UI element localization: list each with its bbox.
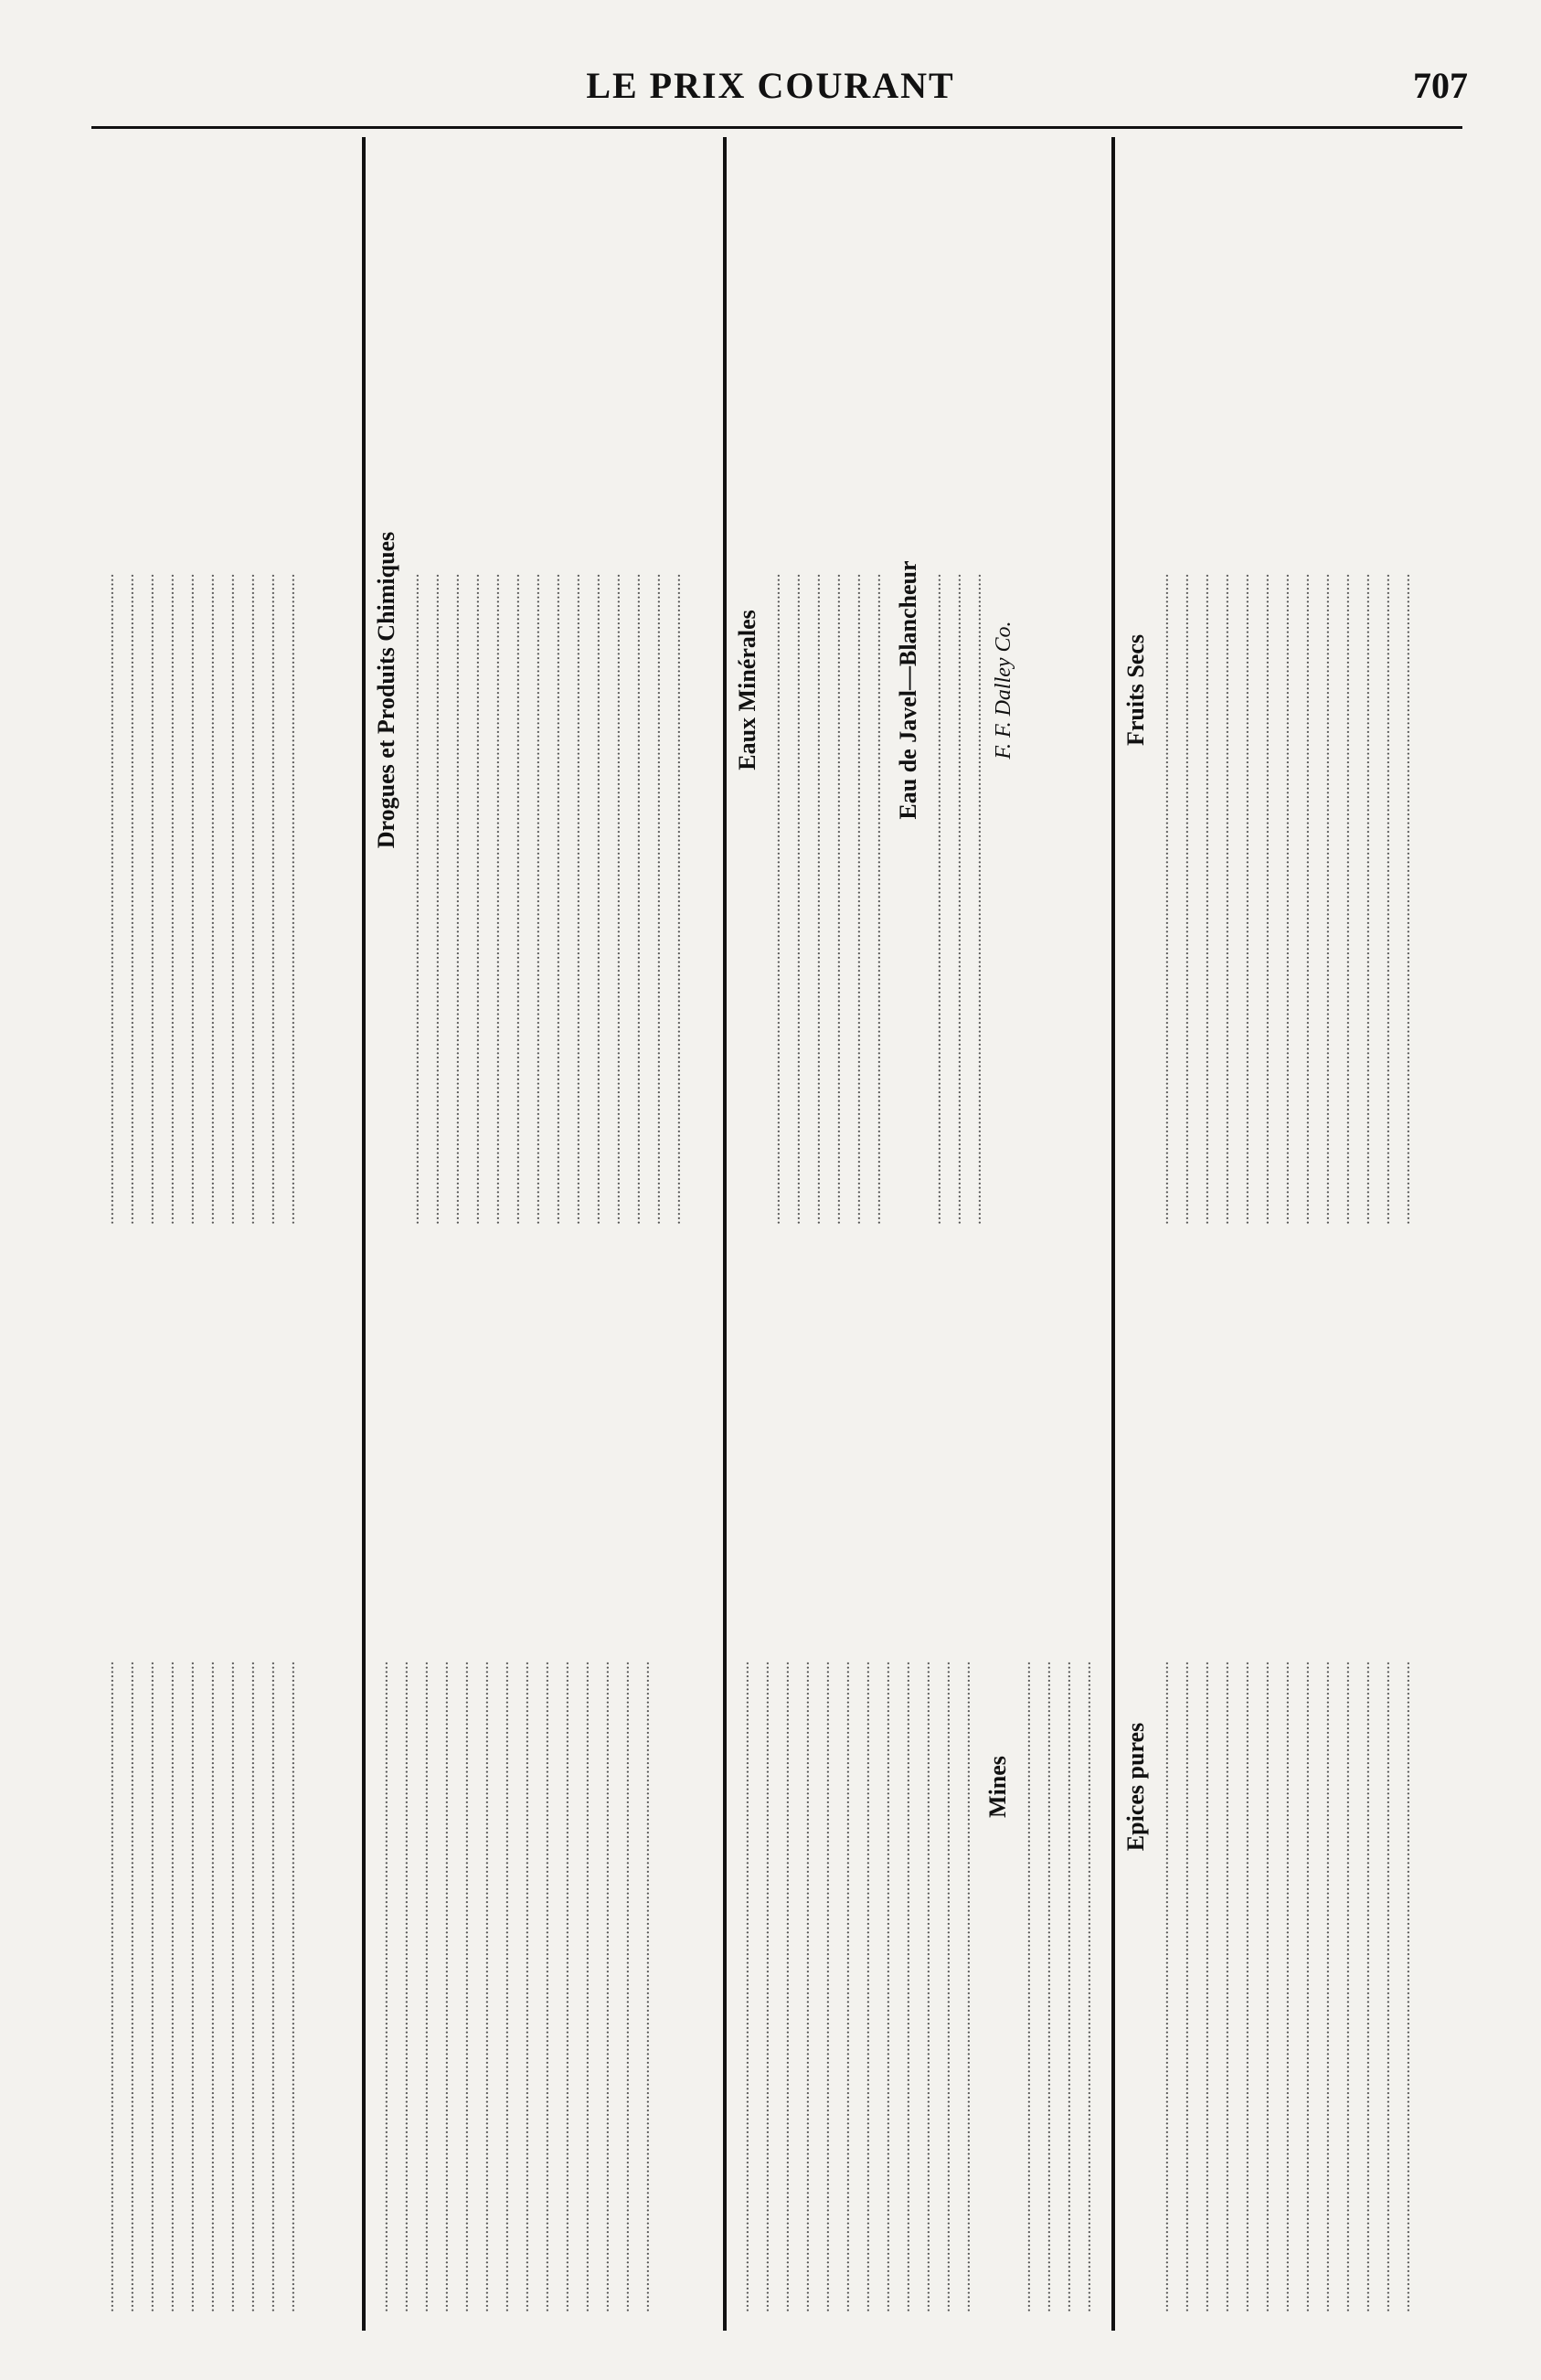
price-row-name [594,1490,614,2312]
price-row [1274,155,1294,1225]
price-row [1355,1261,1375,2312]
price-row [1174,1261,1194,2312]
price-row-name [625,384,645,1225]
price-row [855,1261,875,2312]
price-row-name [765,384,785,1225]
price-row [594,1261,614,2312]
price-row-name [926,384,946,1225]
price-row [1234,1261,1254,2312]
price-row-name [139,384,159,1225]
price-row-name [966,384,986,1225]
price-row-name [1174,1490,1194,2312]
price-row-name [514,1490,534,2312]
price-row [534,1261,554,2312]
price-row-name [1254,1490,1274,2312]
price-column-left [734,1261,1104,2312]
price-row-name [754,1490,774,2312]
price-row-name [1036,1490,1056,2312]
price-row-name [260,384,280,1225]
price-row-name [1194,384,1214,1225]
price-row-name [1214,1490,1234,2312]
price-row-name [554,1490,574,2312]
price-row [239,155,260,1225]
price-row [1015,1261,1036,2312]
price-row-name [1234,384,1254,1225]
price-row [845,155,866,1225]
price-row [404,155,424,1225]
price-row [494,1261,514,2312]
price-row-name [565,384,585,1225]
price-row-name [734,1490,754,2312]
price-row [373,1261,393,2312]
price-row-name [1355,1490,1375,2312]
price-row-name [935,1490,955,2312]
price-row [645,155,665,1225]
section-heading: Eaux Minérales [734,610,760,770]
price-row [1153,155,1174,1225]
price-row-name [574,1490,594,2312]
price-row [866,155,886,1225]
price-row-name [855,1490,875,2312]
price-column-right [99,155,355,1225]
price-row [805,155,825,1225]
price-row [453,1261,473,2312]
price-row [424,155,444,1225]
price-row-name [1214,384,1234,1225]
price-row [545,155,565,1225]
price-row-name [119,1490,139,2312]
price-row [1214,1261,1234,2312]
price-row [1153,1261,1174,2312]
price-row [966,155,986,1225]
price-row-name [1294,1490,1314,2312]
price-row-name [915,1490,935,2312]
price-row [1375,1261,1395,2312]
price-row [554,1261,574,2312]
price-row [785,155,805,1225]
price-row-name [1015,1490,1036,2312]
price-row-name [1234,1490,1254,2312]
price-row [1375,155,1395,1225]
price-row-name [219,384,239,1225]
price-row [754,1261,774,2312]
price-row-name [179,384,199,1225]
price-row-name [814,1490,834,2312]
price-row [765,155,785,1225]
price-row-name [525,384,545,1225]
price-row [239,1261,260,2312]
price-row [1355,155,1375,1225]
price-row [1254,1261,1274,2312]
price-row [1294,1261,1314,2312]
price-row [1234,155,1254,1225]
price-row-name [280,1490,300,2312]
price-row [473,1261,494,2312]
price-row [199,155,219,1225]
price-column-left [99,1261,355,2312]
price-row-name [1355,384,1375,1225]
price-row-name [1056,1490,1076,2312]
header-rule [91,126,1462,129]
price-row-name [413,1490,433,2312]
price-row [1254,155,1274,1225]
section-heading: Eau de Javel—Blancheur [895,560,921,820]
price-row-name [545,384,565,1225]
price-row [634,1261,654,2312]
price-row [565,155,585,1225]
price-row [280,155,300,1225]
price-row-name [1153,1490,1174,2312]
price-row-name [1395,1490,1415,2312]
price-band [1115,137,1462,2331]
price-row [1395,1261,1415,2312]
price-row [585,155,605,1225]
price-row [1314,1261,1334,2312]
price-row [413,1261,433,2312]
price-row-name [825,384,845,1225]
page-number: 707 [1413,65,1468,106]
page-header [0,64,1541,128]
price-row-name [199,1490,219,2312]
price-row-name [805,384,825,1225]
price-row [895,1261,915,2312]
price-row-name [1334,384,1355,1225]
section-spacer [886,155,895,1225]
price-row-name [614,1490,634,2312]
price-row-name [1153,384,1174,1225]
price-row [139,1261,159,2312]
price-row [179,155,199,1225]
price-row [159,1261,179,2312]
price-row [393,1261,413,2312]
price-column-right [373,155,716,1225]
price-row-name [199,384,219,1225]
price-row-name [373,1490,393,2312]
price-row [834,1261,855,2312]
price-row-name [1294,384,1314,1225]
price-row [1174,155,1194,1225]
price-row [955,1261,975,2312]
price-row-name [473,1490,494,2312]
price-row [946,155,966,1225]
price-row [1056,1261,1076,2312]
price-row-name [494,1490,514,2312]
price-row [1194,1261,1214,2312]
price-row [139,155,159,1225]
price-row [1214,155,1234,1225]
price-row-name [99,1490,119,2312]
price-row-name [444,384,464,1225]
price-row-name [634,1490,654,2312]
price-row [665,155,685,1225]
price-row [433,1261,453,2312]
price-row [99,155,119,1225]
price-row [119,155,139,1225]
price-row [1194,155,1214,1225]
price-row [260,1261,280,2312]
price-row-name [1375,384,1395,1225]
price-row-name [239,1490,260,2312]
price-row [484,155,505,1225]
price-row-name [785,384,805,1225]
price-row-name [955,1490,975,2312]
price-row-name [464,384,484,1225]
price-row [260,155,280,1225]
price-row-name [1334,1490,1355,2312]
price-row [926,155,946,1225]
price-row [219,1261,239,2312]
price-row [1395,155,1415,1225]
price-row [219,155,239,1225]
price-row [825,155,845,1225]
price-row [1314,155,1334,1225]
price-row-name [875,1490,895,2312]
price-row-name [534,1490,554,2312]
price-band [727,137,1115,2331]
price-row-name [845,384,866,1225]
price-row [505,155,525,1225]
price-row [794,1261,814,2312]
price-row-name [665,384,685,1225]
price-row [1076,1261,1096,2312]
price-row-name [946,384,966,1225]
price-row [915,1261,935,2312]
price-row-name [159,1490,179,2312]
price-row-name [139,1490,159,2312]
price-row [875,1261,895,2312]
price-row-name [774,1490,794,2312]
price-row-name [393,1490,413,2312]
section-heading: Epices pures [1122,1722,1149,1852]
price-row-name [834,1490,855,2312]
price-list-area [91,137,1462,2331]
price-row-name [1395,384,1415,1225]
price-row-name [260,1490,280,2312]
price-row-name [1314,1490,1334,2312]
price-row-name [794,1490,814,2312]
price-row [734,1261,754,2312]
price-column-left [373,1261,716,2312]
price-row-name [484,384,505,1225]
price-row-name [1174,384,1194,1225]
price-row-name [404,384,424,1225]
price-band [91,137,366,2331]
price-column-right [1122,155,1455,1225]
price-row-name [159,384,179,1225]
price-row [464,155,484,1225]
price-row-name [179,1490,199,2312]
price-row-name [1274,1490,1294,2312]
price-row [525,155,545,1225]
price-row [199,1261,219,2312]
price-row [119,1261,139,2312]
price-row-name [1194,1490,1214,2312]
rotated-price-list [91,137,1462,2331]
price-row-name [645,384,665,1225]
price-row-name [1254,384,1274,1225]
price-row [1334,155,1355,1225]
price-row-name [1076,1490,1096,2312]
price-row-name [505,384,525,1225]
price-row-name [895,1490,915,2312]
price-row-name [605,384,625,1225]
section-spacer [975,1261,984,2312]
price-row-name [239,384,260,1225]
page-title: LE PRIX COURANT [586,65,955,106]
price-row [1294,155,1314,1225]
price-row [1274,1261,1294,2312]
price-row [99,1261,119,2312]
price-row [774,1261,794,2312]
price-row [625,155,645,1225]
price-row-name [585,384,605,1225]
section-heading: Mines [984,1756,1011,1818]
price-row-name [1314,384,1334,1225]
price-row-name [453,1490,473,2312]
price-row-name [119,384,139,1225]
price-row [1036,1261,1056,2312]
signature: F. F. Dalley Co. [992,621,1015,760]
price-row-name [99,384,119,1225]
price-column-right [734,155,1104,1225]
price-row [935,1261,955,2312]
price-row-name [219,1490,239,2312]
price-row [574,1261,594,2312]
price-row-name [1274,384,1294,1225]
price-row-name [866,384,886,1225]
price-row [614,1261,634,2312]
price-column-left [1122,1261,1455,2312]
price-row [444,155,464,1225]
price-row-name [433,1490,453,2312]
section-heading: Fruits Secs [1122,633,1149,747]
price-band [366,137,727,2331]
section-heading: Drogues et Produits Chimiques [373,531,399,849]
price-row [814,1261,834,2312]
price-row [280,1261,300,2312]
price-row [179,1261,199,2312]
price-row [514,1261,534,2312]
price-row-name [1375,1490,1395,2312]
price-row [605,155,625,1225]
price-row [1334,1261,1355,2312]
price-row [159,155,179,1225]
price-row-name [280,384,300,1225]
price-row-name [424,384,444,1225]
